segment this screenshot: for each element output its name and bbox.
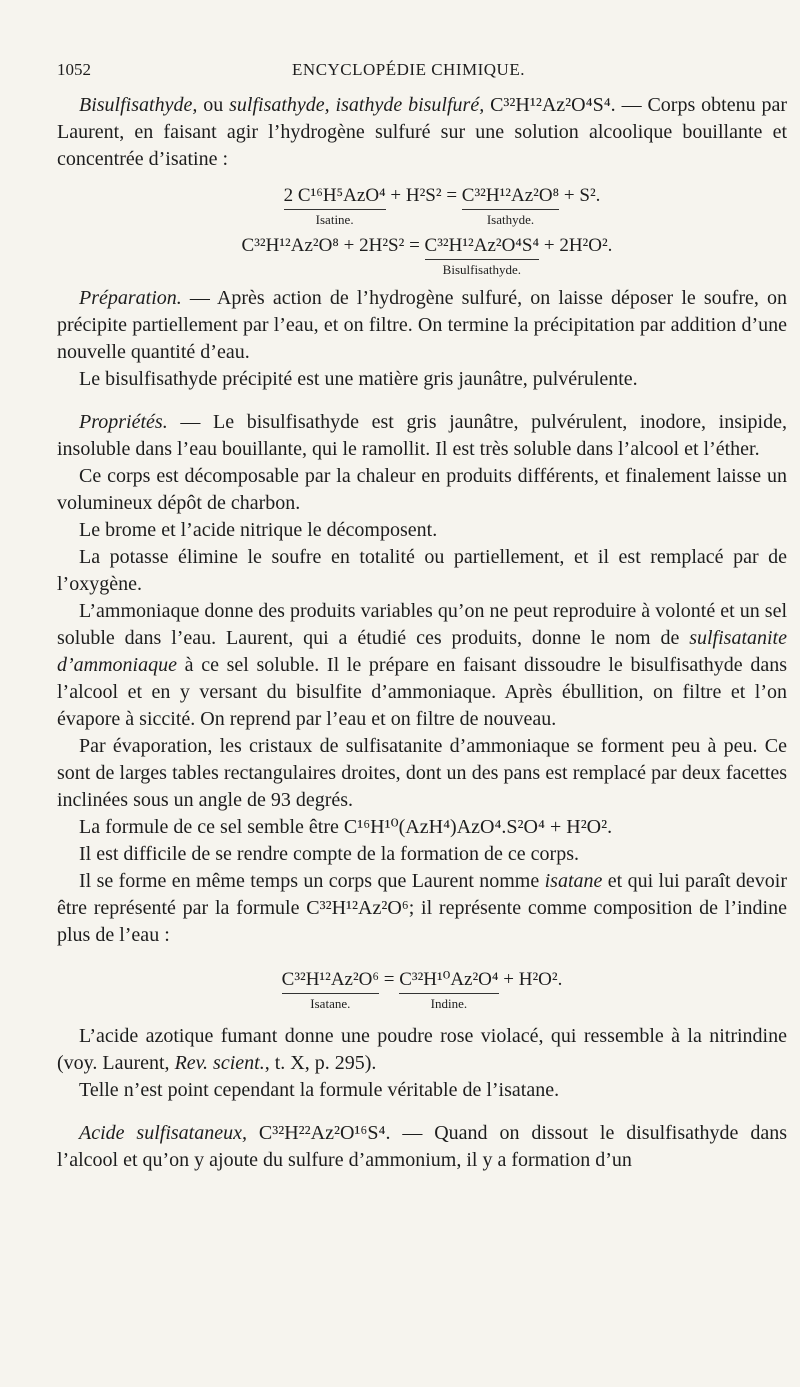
eq3-label-isatane: Isatane. [282,993,379,1011]
eq1-term-isathyde [461,183,560,227]
eq1-term-isatine [283,183,386,227]
proprietes-paragraph-3: Le brome et l’acide nitrique le décomposent. [79,519,438,541]
eq2-term-text: C³²H¹²Az²O⁴S⁴ [424,235,540,256]
intro-paragraph [57,92,787,173]
eq1-operator: + H²S² = [385,185,462,206]
p5-text-b: à ce sel soluble. Il le prépare en faisant dissoudre le bisulfisathyde dans l’alcool et en y versant du bisulfite d’ammoniaque. Après ébullition, on filtre et l’on évapore à siccité. On reprend par l’eau et on filtre de nouveau. [57,654,787,730]
page-number: 1052 [57,60,91,79]
eq2-rest: + 2H²O². [539,235,613,256]
proprietes-paragraph-2: Ce corps est décomposable par la chaleur en produits différents, et finalement laisse un volumineux dépôt de charbon. [57,465,787,514]
eq2-term-bisulfisathyde [424,233,540,277]
p9-text-a: Il se forme en même temps un corps que Laurent nomme [79,870,545,892]
preparation-paragraph [57,285,787,366]
after-paragraph-1 [57,1023,787,1077]
proprietes-paragraph-7: La formule de ce sel semble être C¹⁶H¹⁰(AzH⁴)AzO⁴.S²O⁴ + H²O². [79,816,613,838]
eq3-term1-text: C³²H¹²Az²O⁶ [281,969,380,990]
acide-formula: C³²H²²Az²O¹⁶S⁴. [246,1122,391,1144]
eq1-term2-text: C³²H¹²Az²O⁸ [461,185,560,206]
text-column [57,92,787,1174]
reference-journal: Rev. scient. [174,1052,265,1074]
running-title: ENCYCLOPÉDIE CHIMIQUE. [292,60,525,79]
equation-1 [57,183,787,233]
spacer [57,393,787,409]
compound-formula: C³²H¹²Az²O⁴S⁴. [484,94,616,116]
after-p1-text-a: L’acide azotique fumant donne une poudre rose violacé, qui ressemble à la nitrindine (voy. Laurent, [57,1025,787,1074]
p9-italic: isatane [544,870,603,892]
preparation-paragraph-2: Le bisulfisathyde précipité est une matière gris jaunâtre, pulvérulente. [79,368,638,390]
eq1-term1-text: 2 C¹⁶H⁵AzO⁴ [283,185,386,206]
acide-title: Acide sulfisataneux, [79,1122,247,1144]
eq3-rest: + H²O². [498,969,563,990]
after-paragraph-2: Telle n’est point cependant la formule véritable de l’isatane. [79,1079,560,1101]
intro-text: — Corps obtenu par Laurent, en faisant agir l’hydrogène sulfuré sur une solution alcoolique bouillante et concentrée d’isatine : [57,94,787,170]
compound-title: Bisulfisathyde, [79,94,198,116]
preparation-heading: Préparation. [79,287,182,309]
proprietes-paragraph-6: Par évaporation, les cristaux de sulfisatanite d’ammoniaque se forment peu à peu. Ce sont de larges tables rectangulaires droites, dont un des pans est remplacé par deux facettes inclinées sous un angle de 93 degrés. [57,735,787,811]
compound-alt-names: sulfisathyde, isathyde bisulfuré, [229,94,485,116]
eq2-label: Bisulfisathyde. [425,259,540,277]
intro-connector: ou [197,94,230,116]
eq1-label-isathyde: Isathyde. [462,209,559,227]
acide-text: — Quand on dissout le disulfisathyde dans l’alcool et qu’on y ajoute du sulfure d’ammonium, il y a formation d’un [57,1122,787,1171]
p5-italic: sulfisatanite d’ammoniaque [57,627,787,676]
proprietes-paragraph-5 [57,598,787,733]
proprietes-paragraph [57,409,787,463]
p9-text-b: et qui lui paraît devoir être représenté par la formule C³²H¹²Az²O⁶; il représente comme composition de l’indine plus de l’eau : [57,870,787,946]
eq3-label-indine: Indine. [399,993,498,1011]
preparation-text: — Après action de l’hydrogène sulfuré, on laisse déposer le soufre, on précipite partiellement par l’eau, et on filtre. On termine la précipitation par addition d’une nouvelle quantité d’eau. [57,287,787,363]
eq3-term2-text: C³²H¹⁰Az²O⁴ [399,969,499,990]
eq2-left: C³²H¹²Az²O⁸ + 2H²S² = [241,235,425,256]
eq3-term-indine [399,967,499,1011]
eq3-operator: = [379,969,400,990]
equation-2 [57,233,787,285]
proprietes-paragraph-9 [57,868,787,949]
proprietes-paragraph-8: Il est difficile de se rendre compte de la formation de ce corps. [79,843,579,865]
acide-paragraph [57,1120,787,1174]
equation-3 [57,967,787,1023]
proprietes-heading: Propriétés. [79,411,168,433]
after-p1-text-b: , t. X, p. 295). [264,1052,377,1074]
proprietes-paragraph-4: La potasse élimine le soufre en totalité ou partiellement, et il est remplacé par de l’oxygène. [57,546,787,595]
eq1-rest: + S². [559,185,601,206]
eq1-label-isatine: Isatine. [284,209,386,227]
spacer-2 [57,1104,787,1120]
eq3-term-isatane [281,967,380,1011]
proprietes-text: — Le bisulfisathyde est gris jaunâtre, pulvérulent, inodore, insipide, insoluble dans l’eau bouillante, qui le ramollit. Il est très soluble dans l’alcool et l’éther. [57,411,787,460]
p5-text-a: L’ammoniaque donne des produits variables qu’on ne peut reproduire à volonté et un sel soluble dans l’eau. Laurent, qui a étudié ces produits, donne le nom de [57,600,787,649]
